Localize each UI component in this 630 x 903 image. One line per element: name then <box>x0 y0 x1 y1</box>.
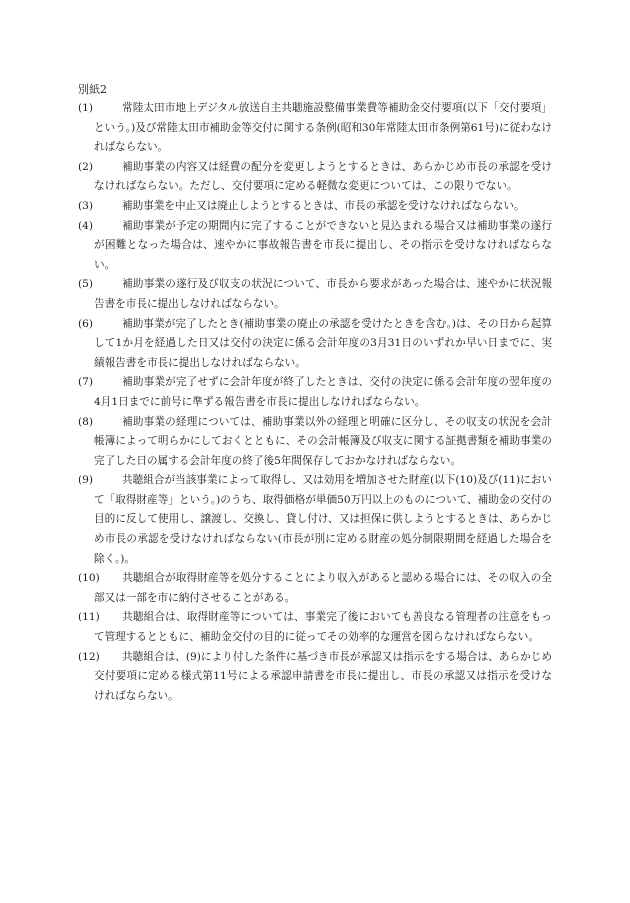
clause-text: 補助事業の遂行及び収支の状況について、市長から要求があった場合は、速やかに状況報告書を市長に提出しなければならない。 <box>94 278 552 310</box>
clause-number: (4) <box>78 219 94 232</box>
clause-text: 常陸太田市地上デジタル放送自主共聴施設整備事業費等補助金交付要項(以下「交付要項」という。)及び常陸太田市補助金等交付に関する条例(昭和30年常陸太田市条例第61号)に従わなければならない。 <box>94 102 552 154</box>
clause-text: 補助事業が完了したとき(補助事業の廃止の承認を受けたときを含む。)は、その日から起算して1か月を経過した日又は交付の決定に係る会計年度の3月31日のいずれか早い日までに、実績報告書を市長に提出しなければならない。 <box>94 317 552 369</box>
clause-number: (11) <box>78 611 100 624</box>
clause-number: (9) <box>78 474 94 487</box>
clause-number: (12) <box>78 650 100 663</box>
clause-number: (5) <box>78 278 94 291</box>
clause-4 <box>78 217 552 276</box>
clause-list <box>78 99 552 706</box>
clause-text: 共聴組合は、取得財産等については、事業完了後においても善良なる管理者の注意をもって管理するとともに、補助金交付の目的に従ってその効率的な運営を図らなければならない。 <box>94 611 552 644</box>
document-page <box>78 80 552 706</box>
clause-8 <box>78 413 552 472</box>
clause-number: (7) <box>78 376 94 389</box>
clause-number: (10) <box>78 572 100 585</box>
clause-number: (8) <box>78 415 94 428</box>
clause-text: 共聴組合が取得財産等を処分することにより収入があると認める場合には、その収入の全部又は一部を市に納付させることがある。 <box>94 572 552 604</box>
document-title: 別紙2 <box>78 83 107 96</box>
clause-5 <box>78 275 552 314</box>
clause-3 <box>78 197 552 217</box>
clause-text: 補助事業が完了せずに会計年度が終了したときは、交付の決定に係る会計年度の翌年度の4月1日までに前号に準ずる報告書を市長に提出しなければならない。 <box>94 376 552 408</box>
clause-text: 補助事業を中止又は廃止しようとするときは、市長の承認を受けなければならない。 <box>122 199 525 212</box>
clause-text: 共聴組合が当該事業によって取得し、又は効用を増加させた財産(以下(10)及び(11)において「取得財産等」という。)のうち、取得価格が単価50万円以上のものについて、補助金の交付の目的に反して使用し、譲渡し、交換し、貸し付け、又は担保に供しようとするときは、あらかじめ市長の承認を受けなければならない(市長が別に定める財産の処分制限期間を経過した場合を除く。)。 <box>94 474 552 565</box>
clause-number: (6) <box>78 317 94 330</box>
clause-2 <box>78 158 552 197</box>
clause-number: (2) <box>78 160 94 173</box>
clause-1 <box>78 99 552 158</box>
clause-number: (1) <box>78 102 94 114</box>
clause-10 <box>78 569 552 608</box>
clause-text: 補助事業の内容又は経費の配分を変更しようとするときは、あらかじめ市長の承認を受けなければならない。ただし、交付要項に定める軽微な変更については、この限りでない。 <box>94 160 552 193</box>
clause-11 <box>78 608 552 647</box>
clause-number: (3) <box>78 199 94 212</box>
clause-text: 補助事業の経理については、補助事業以外の経理と明確に区分し、その収支の状況を会計帳簿によって明らかにしておくとともに、その会計帳簿及び収支に関する証拠書類を補助事業の完了した日の属する会計年度の終了後5年間保存しておかなければならない。 <box>94 415 552 467</box>
clause-9 <box>78 471 552 569</box>
clause-7 <box>78 373 552 412</box>
clause-12 <box>78 648 552 707</box>
clause-6 <box>78 315 552 374</box>
clause-text: 共聴組合は、(9)により付した条件に基づき市長が承認又は指示をする場合は、あらかじめ交付要項に定める様式第11号による承認申請書を市長に提出し、市長の承認又は指示を受けなければならない。 <box>94 650 552 702</box>
clause-text: 補助事業が予定の期間内に完了することができないと見込まれる場合又は補助事業の遂行が困難となった場合は、速やかに事故報告書を市長に提出し、その指示を受けなければならない。 <box>94 219 552 271</box>
